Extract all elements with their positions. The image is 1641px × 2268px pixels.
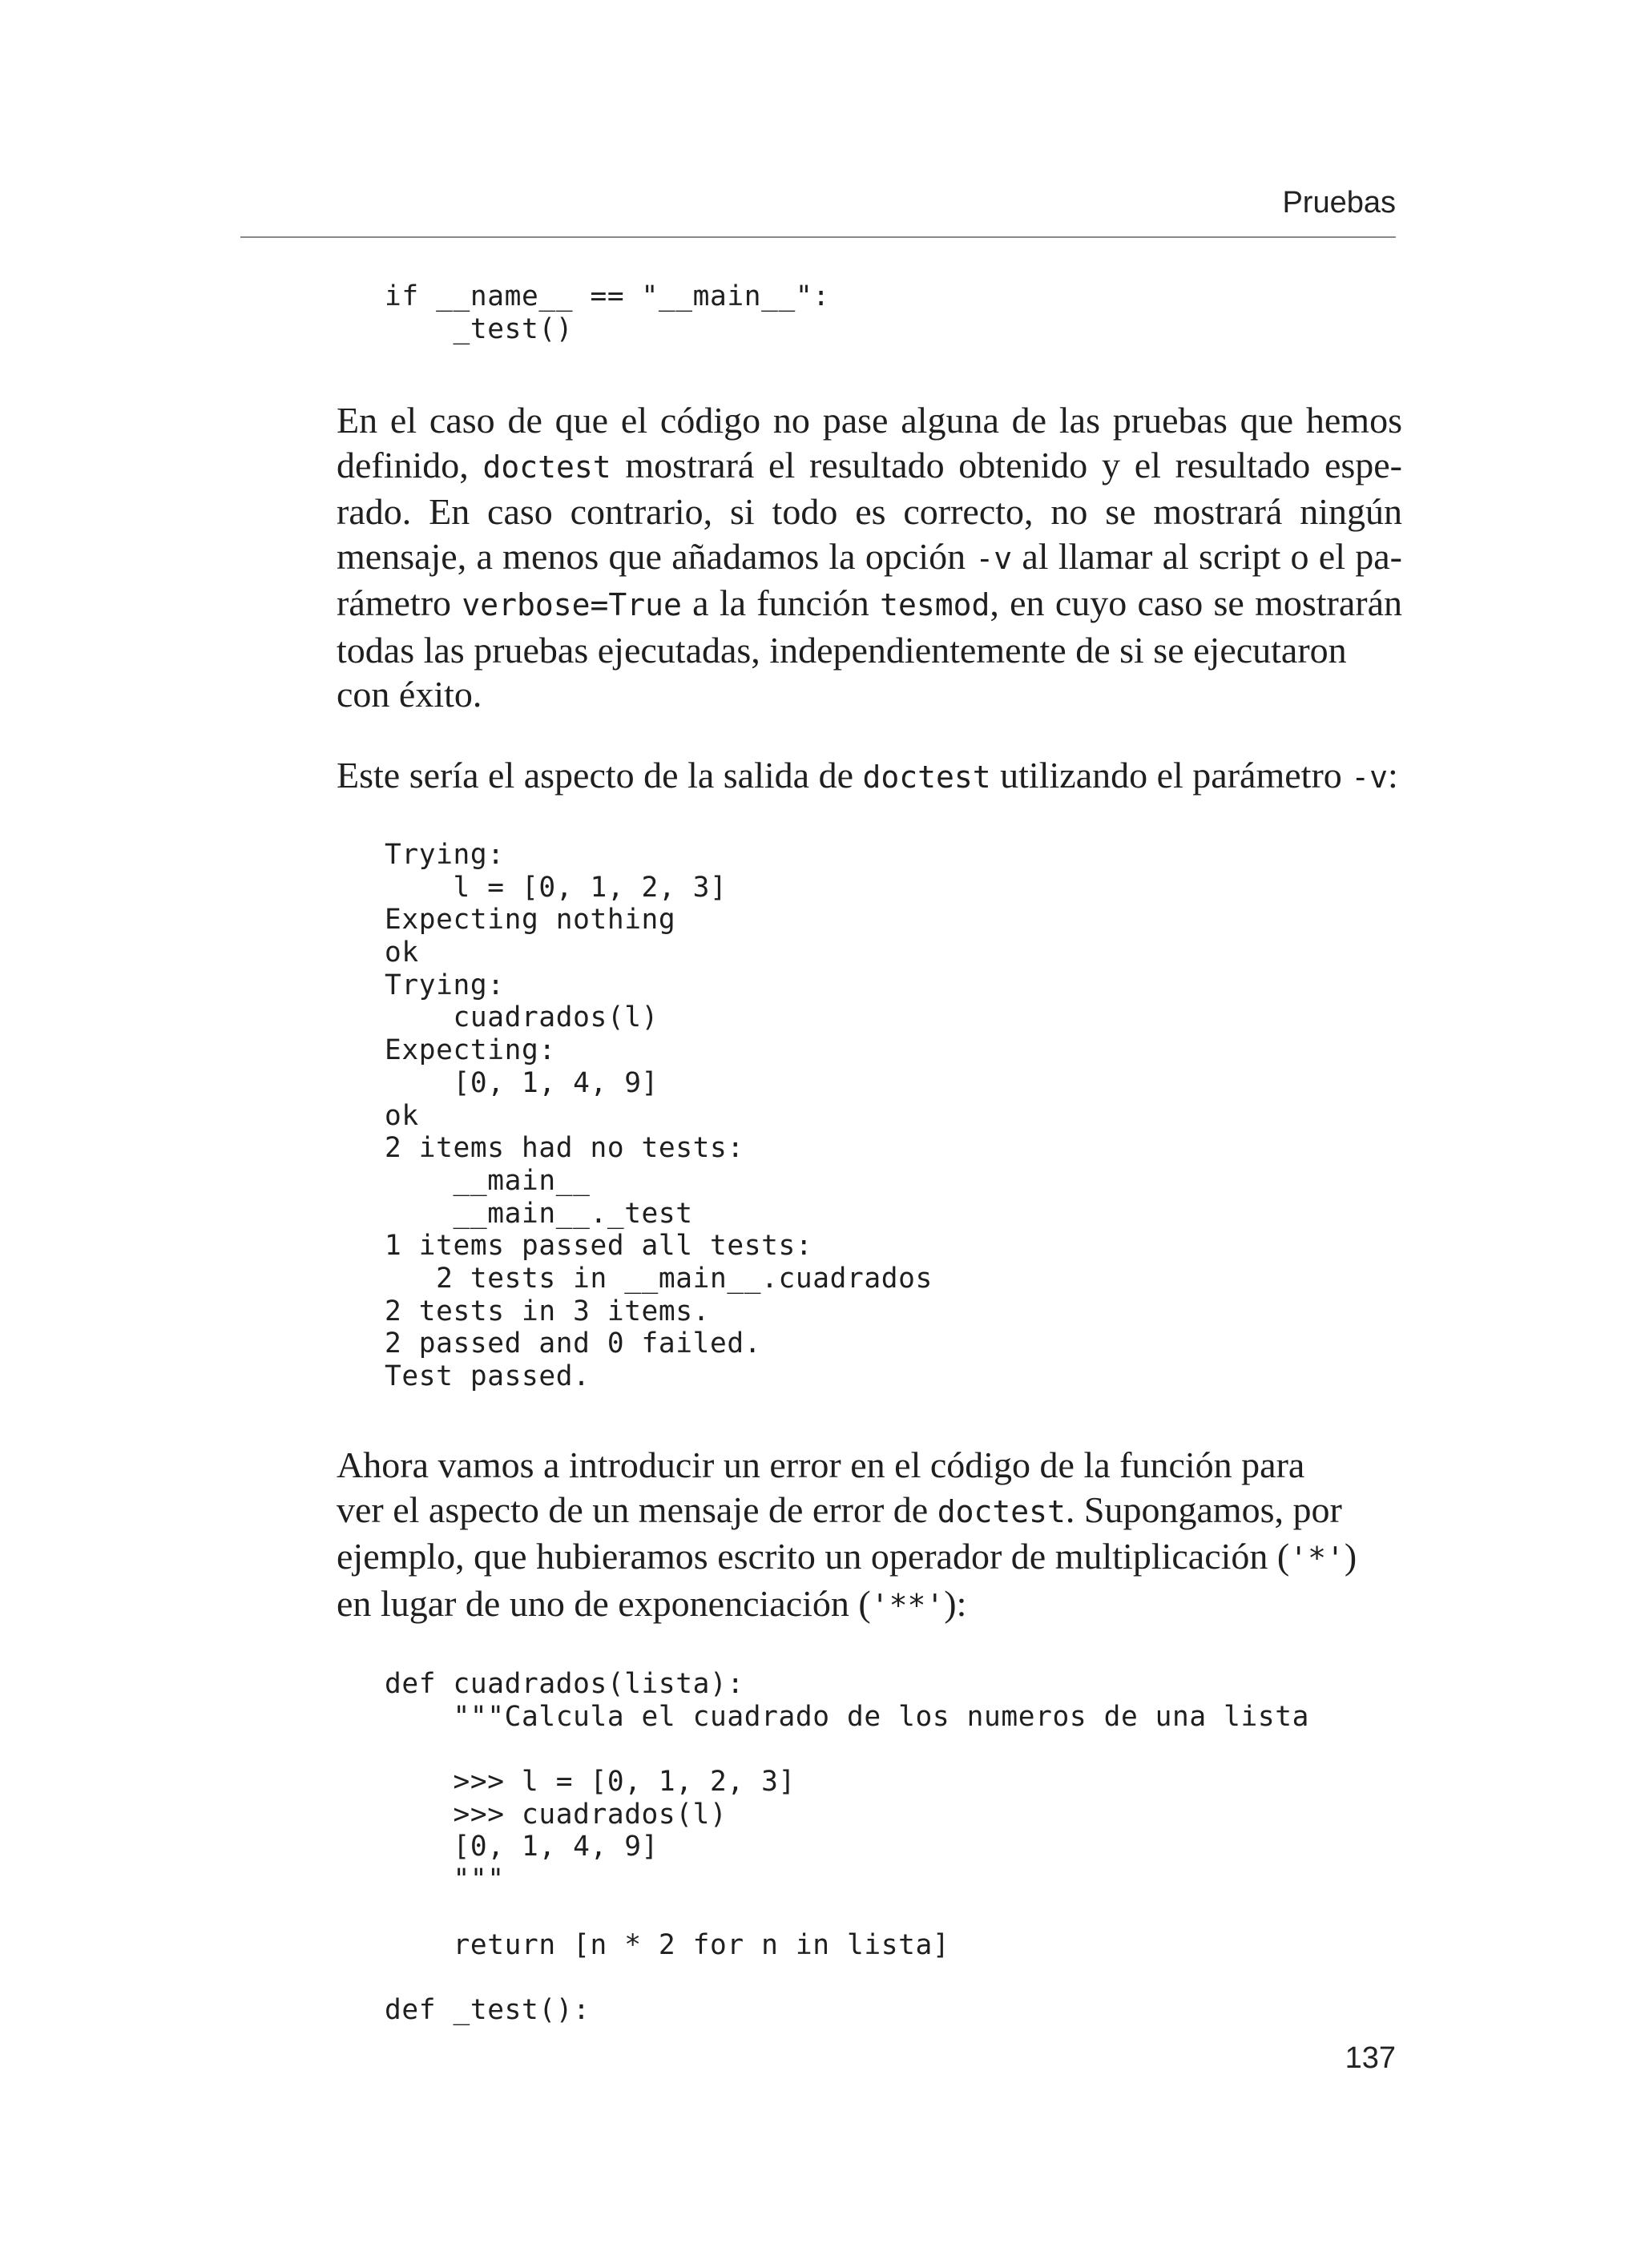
text-line: rámetro verbose=True a la función tesmod, en cuyo caso se mostrarán bbox=[337, 582, 1403, 623]
code-line: _test() bbox=[385, 312, 574, 345]
code-line: 2 items had no tests: bbox=[385, 1132, 744, 1165]
text-line: En el caso de que el código no pase alguna de las pruebas que hemos bbox=[337, 400, 1402, 441]
inline-code: doctest bbox=[937, 1493, 1066, 1529]
code-line: __main__ bbox=[385, 1164, 591, 1197]
inline-code: '**' bbox=[870, 1587, 945, 1623]
code-line: l = [0, 1, 2, 3] bbox=[385, 871, 728, 904]
inline-code: tesmod bbox=[880, 587, 990, 622]
code-line: Expecting nothing bbox=[385, 904, 676, 937]
code-line: def cuadrados(lista): bbox=[385, 1668, 744, 1700]
code-line: Test passed. bbox=[385, 1360, 591, 1392]
code-block-doctest-output bbox=[385, 839, 933, 1393]
code-line: Trying: bbox=[385, 839, 505, 871]
code-line: ok bbox=[385, 937, 419, 969]
code-line: """ bbox=[385, 1863, 505, 1896]
code-line: return [n * 2 for n in lista] bbox=[385, 1928, 950, 1961]
text-line: Ahora vamos a introducir un error en el código de la función para bbox=[337, 1444, 1305, 1485]
code-line: __main__._test bbox=[385, 1197, 693, 1230]
running-header: Pruebas bbox=[1282, 186, 1396, 220]
code-line: >>> cuadrados(l) bbox=[385, 1798, 728, 1831]
code-block-cuadrados-bug bbox=[385, 1668, 1309, 2027]
text-line: rado. En caso contrario, si todo es correcto, no se mostrará ningún bbox=[337, 491, 1402, 532]
text-line: Este sería el aspecto de la salida de doctest utilizando el parámetro -v: bbox=[337, 755, 1398, 796]
code-line: [0, 1, 4, 9] bbox=[385, 1831, 659, 1863]
code-line: cuadrados(l) bbox=[385, 1001, 659, 1034]
text-line: con éxito. bbox=[337, 674, 482, 715]
code-line: def _test(): bbox=[385, 1993, 591, 2026]
code-line: 2 tests in __main__.cuadrados bbox=[385, 1262, 933, 1295]
paragraph-introduce-error bbox=[337, 1443, 1402, 1628]
code-line bbox=[385, 1961, 1309, 1994]
code-line: if __name__ == "__main__": bbox=[385, 280, 830, 312]
code-line: """Calcula el cuadrado de los numeros de una lista bbox=[385, 1700, 1310, 1733]
code-line: >>> l = [0, 1, 2, 3] bbox=[385, 1766, 796, 1799]
inline-code: doctest bbox=[482, 449, 611, 485]
code-line: ok bbox=[385, 1099, 419, 1132]
code-line: Expecting: bbox=[385, 1034, 556, 1067]
code-line: [0, 1, 4, 9] bbox=[385, 1066, 659, 1099]
inline-code: verbose=True bbox=[462, 587, 682, 622]
code-line: 1 items passed all tests: bbox=[385, 1230, 813, 1263]
code-line bbox=[385, 1896, 1309, 1929]
inline-code: '*' bbox=[1289, 1541, 1345, 1576]
header-rule bbox=[240, 236, 1396, 238]
paragraph-verbose-output bbox=[337, 753, 1402, 800]
text-line: mensaje, a menos que añadamos la opción -v al llamar al script o el pa- bbox=[337, 535, 1402, 577]
text-line: en lugar de uno de exponenciación ('**'): bbox=[337, 1582, 967, 1624]
text-line: definido, doctest mostrará el resultado obtenido y el resultado espe- bbox=[337, 444, 1402, 485]
text-line: ver el aspecto de un mensaje de error de doctest. Supongamos, por bbox=[337, 1489, 1342, 1530]
inline-code: -v bbox=[975, 540, 1013, 576]
code-line: 2 tests in 3 items. bbox=[385, 1295, 711, 1327]
inline-code: doctest bbox=[862, 759, 991, 795]
page-number: 137 bbox=[1345, 2041, 1396, 2075]
text-line: ejemplo, que hubieramos escrito un operador de multiplicación ('*') bbox=[337, 1536, 1357, 1577]
code-line bbox=[385, 1733, 1309, 1766]
code-line: Trying: bbox=[385, 969, 505, 1001]
code-line: 2 passed and 0 failed. bbox=[385, 1327, 762, 1360]
code-block-main-guard bbox=[385, 280, 830, 345]
inline-code: -v bbox=[1351, 759, 1389, 795]
text-line: todas las pruebas ejecutadas, independientemente de si se ejecutaron bbox=[337, 629, 1347, 671]
paragraph-doctest-results bbox=[337, 398, 1402, 717]
